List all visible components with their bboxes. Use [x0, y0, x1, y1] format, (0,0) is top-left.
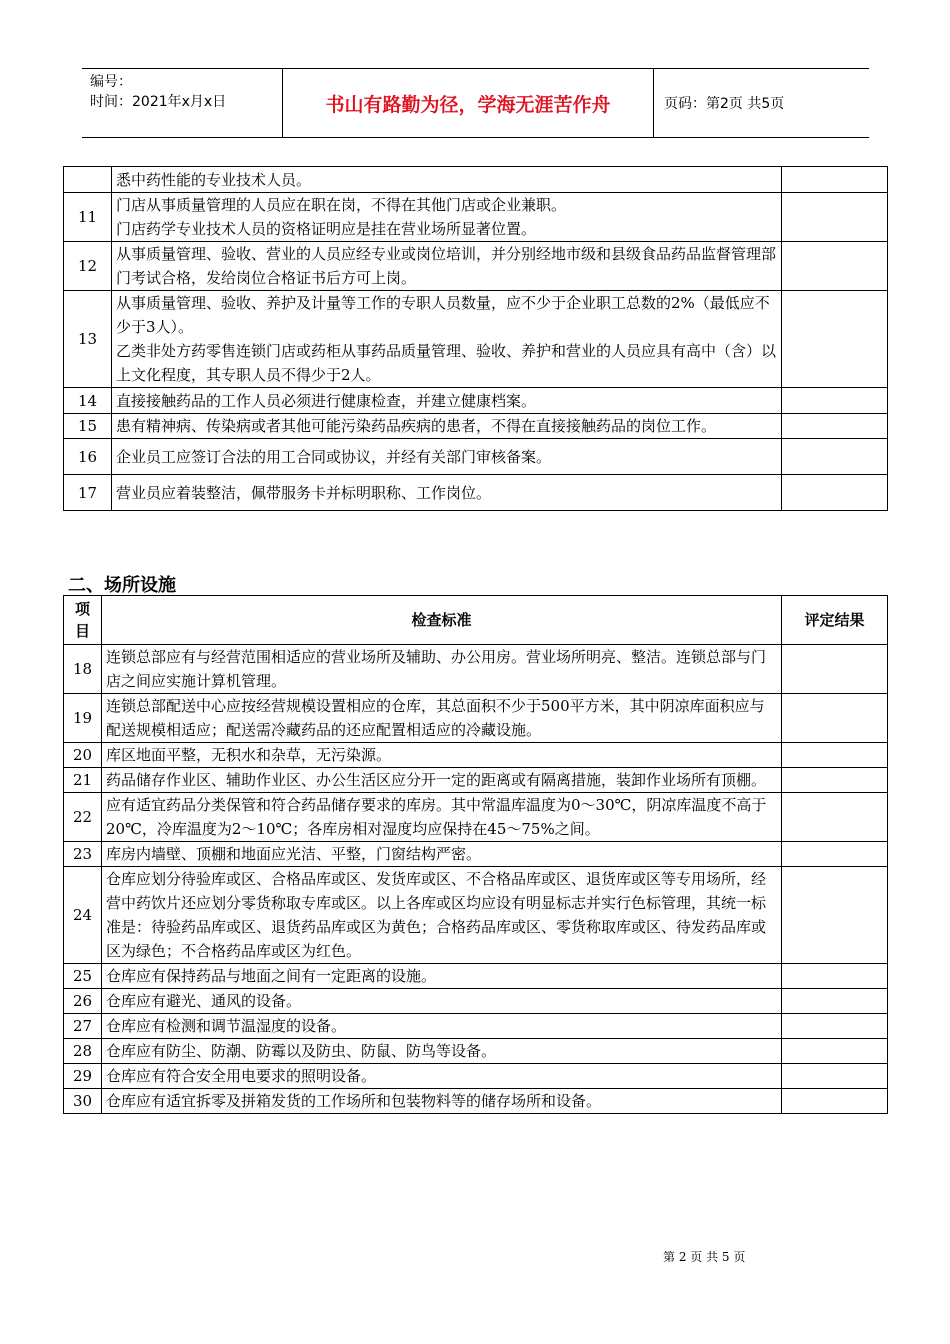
row-standard: 连锁总部配送中心应按经营规模设置相应的仓库，其总面积不少于500平方米，其中阴凉库面积应与配送规模相适应；配送需冷藏药品的还应配置相适应的冷藏设施。 — [102, 694, 782, 743]
row-standard: 患有精神病、传染病或者其他可能污染药品疾病的患者，不得在直接接触药品的岗位工作。 — [112, 414, 782, 439]
table-row — [64, 242, 888, 291]
row-result — [782, 475, 888, 511]
personnel-table — [63, 166, 888, 511]
row-number — [64, 167, 112, 193]
row-result — [782, 167, 888, 193]
row-result — [782, 964, 888, 989]
row-standard: 库房内墙壁、顶棚和地面应光洁、平整，门窗结构严密。 — [102, 842, 782, 867]
header-result: 评定结果 — [782, 596, 888, 645]
table-row — [64, 167, 888, 193]
row-number: 23 — [64, 842, 102, 867]
table-row — [64, 645, 888, 694]
row-result — [782, 439, 888, 475]
row-standard: 仓库应有保持药品与地面之间有一定距离的设施。 — [102, 964, 782, 989]
row-result — [782, 694, 888, 743]
row-standard: 仓库应有检测和调节温湿度的设备。 — [102, 1014, 782, 1039]
row-number: 13 — [64, 291, 112, 388]
row-number: 14 — [64, 388, 112, 414]
table-row — [64, 1064, 888, 1089]
row-result — [782, 793, 888, 842]
row-standard: 悉中药性能的专业技术人员。 — [112, 167, 782, 193]
time-label: 时间：2021年x月x日 — [90, 94, 227, 110]
row-standard: 药品储存作业区、辅助作业区、办公生活区应分开一定的距离或有隔离措施，装卸作业场所有顶棚。 — [102, 768, 782, 793]
row-standard: 仓库应有符合安全用电要求的照明设备。 — [102, 1064, 782, 1089]
row-number: 11 — [64, 193, 112, 242]
row-standard: 连锁总部应有与经营范围相适应的营业场所及辅助、办公用房。营业场所明亮、整洁。连锁总部与门店之间应实施计算机管理。 — [102, 645, 782, 694]
row-result — [782, 388, 888, 414]
table-row — [64, 291, 888, 388]
row-standard: 应有适宜药品分类保管和符合药品储存要求的库房。其中常温库温度为0～30℃，阴凉库温度不高于20℃，冷库温度为2～10℃；各库房相对湿度均应保持在45～75%之间。 — [102, 793, 782, 842]
row-number: 19 — [64, 694, 102, 743]
row-result — [782, 1039, 888, 1064]
table-row — [64, 1089, 888, 1114]
row-number: 28 — [64, 1039, 102, 1064]
row-result — [782, 768, 888, 793]
row-result — [782, 842, 888, 867]
table-row — [64, 193, 888, 242]
facilities-table — [63, 595, 888, 1114]
row-result — [782, 743, 888, 768]
table-row — [64, 989, 888, 1014]
table-row — [64, 768, 888, 793]
table-row — [64, 1014, 888, 1039]
row-result — [782, 193, 888, 242]
row-standard: 从事质量管理、验收、养护及计量等工作的专职人员数量，应不少于企业职工总数的2%（最低应不少于3人）。 乙类非处方药零售连锁门店或药柜从事药品质量管理、验收、养护和营业的人员应具有高中（含）以上文化程度，其专职人员不得少于2人。 — [112, 291, 782, 388]
table-row — [64, 439, 888, 475]
row-standard: 仓库应有防尘、防潮、防霉以及防虫、防鼠、防鸟等设备。 — [102, 1039, 782, 1064]
page-footer: 第 2 页 共 5 页 — [663, 1250, 746, 1264]
row-result — [782, 1014, 888, 1039]
header-motto: 书山有路勤为径，学海无涯苦作舟 — [282, 69, 654, 137]
row-result — [782, 291, 888, 388]
header-page-code: 页码：第2页 共5页 — [664, 96, 785, 112]
row-number: 17 — [64, 475, 112, 511]
table-row — [64, 475, 888, 511]
row-result — [782, 989, 888, 1014]
row-number: 29 — [64, 1064, 102, 1089]
row-number: 30 — [64, 1089, 102, 1114]
table-row — [64, 743, 888, 768]
row-result — [782, 1064, 888, 1089]
row-standard: 直接接触药品的工作人员必须进行健康检查，并建立健康档案。 — [112, 388, 782, 414]
row-number: 16 — [64, 439, 112, 475]
table-row — [64, 793, 888, 842]
header-meta — [82, 69, 282, 137]
row-standard: 库区地面平整，无积水和杂草，无污染源。 — [102, 743, 782, 768]
table-row — [64, 388, 888, 414]
row-number: 21 — [64, 768, 102, 793]
row-number: 20 — [64, 743, 102, 768]
row-standard: 仓库应有避光、通风的设备。 — [102, 989, 782, 1014]
row-standard: 仓库应划分待验库或区、合格品库或区、发货库或区、不合格品库或区、退货库或区等专用场所，经营中药饮片还应划分零货称取专库或区。以上各库或区均应设有明显标志并实行色标管理，其统一标准是：待验药品库或区、退货药品库或区为黄色；合格药品库或区、零货称取库或区、待发药品库或区为绿色；不合格药品库或区为红色。 — [102, 867, 782, 964]
row-number: 24 — [64, 867, 102, 964]
row-number: 27 — [64, 1014, 102, 1039]
table-row — [64, 694, 888, 743]
number-label: 编号： — [90, 74, 132, 90]
header-item: 项目 — [64, 596, 102, 645]
row-number: 26 — [64, 989, 102, 1014]
row-result — [782, 414, 888, 439]
row-standard: 从事质量管理、验收、营业的人员应经专业或岗位培训，并分别经地市级和县级食品药品监督管理部门考试合格，发给岗位合格证书后方可上岗。 — [112, 242, 782, 291]
row-result — [782, 1089, 888, 1114]
row-result — [782, 242, 888, 291]
row-number: 12 — [64, 242, 112, 291]
row-number: 15 — [64, 414, 112, 439]
header-standard: 检查标准 — [102, 596, 782, 645]
row-number: 18 — [64, 645, 102, 694]
row-standard: 仓库应有适宜拆零及拼箱发货的工作场所和包装物料等的储存场所和设备。 — [102, 1089, 782, 1114]
table-row — [64, 1039, 888, 1064]
row-number: 22 — [64, 793, 102, 842]
table-row — [64, 867, 888, 964]
table-row — [64, 842, 888, 867]
row-result — [782, 867, 888, 964]
row-standard: 企业员工应签订合法的用工合同或协议，并经有关部门审核备案。 — [112, 439, 782, 475]
table-row — [64, 964, 888, 989]
page-header — [82, 68, 869, 138]
row-standard: 门店从事质量管理的人员应在职在岗，不得在其他门店或企业兼职。 门店药学专业技术人员的资格证明应是挂在营业场所显著位置。 — [112, 193, 782, 242]
table-row — [64, 414, 888, 439]
section-title: 二、场所设施 — [68, 575, 176, 596]
table-header-row — [64, 596, 888, 645]
row-standard: 营业员应着装整洁，佩带服务卡并标明职称、工作岗位。 — [112, 475, 782, 511]
row-result — [782, 645, 888, 694]
row-number: 25 — [64, 964, 102, 989]
